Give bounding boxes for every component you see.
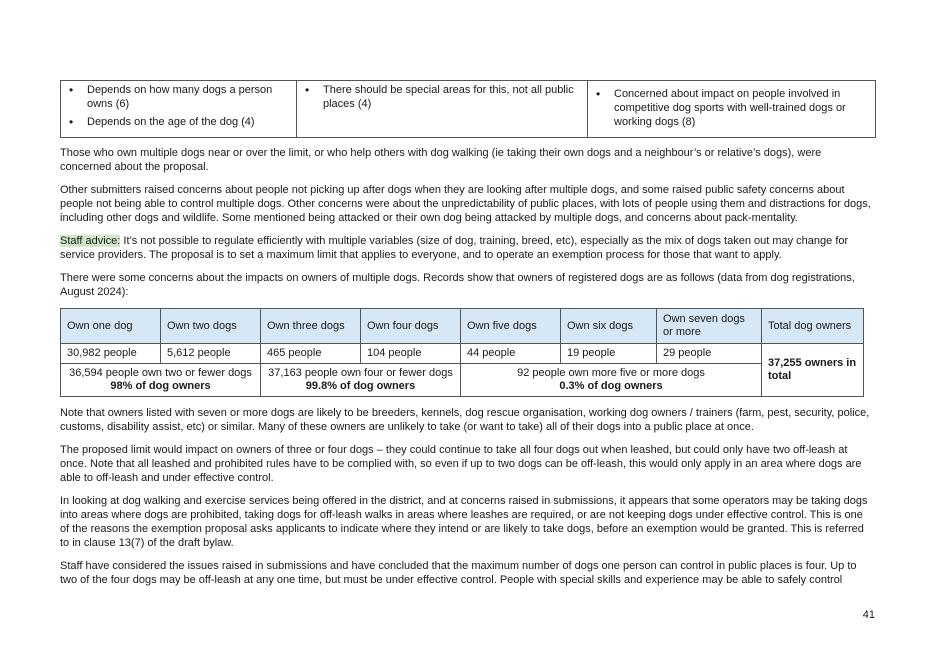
table-cell: 5,612 people: [161, 344, 261, 364]
column-header: Own three dogs: [261, 309, 361, 344]
summary-cell-1: [61, 81, 297, 138]
staff-advice-label: Staff advice:: [60, 235, 121, 247]
summary-text: 92 people own more five or more dogs: [517, 367, 705, 379]
table-cell: 104 people: [361, 344, 461, 364]
table-cell: 19 people: [561, 344, 657, 364]
table-row: [61, 344, 864, 364]
dog-ownership-table: [60, 308, 864, 397]
staff-advice-paragraph: [60, 234, 875, 262]
column-header: Own four dogs: [361, 309, 461, 344]
bullet-item: • Depends on how many dogs a person owns (6): [67, 83, 290, 111]
table-cell: 29 people: [657, 344, 762, 364]
table-cell: 30,982 people: [61, 344, 161, 364]
document-page: [60, 80, 875, 596]
table-cell: 44 people: [461, 344, 561, 364]
summary-group-cell: [261, 364, 461, 397]
column-header: Total dog owners: [762, 309, 864, 344]
bullet-item: • Concerned about impact on people involved in competitive dog sports with well-trained dogs or working dogs (8): [594, 87, 869, 129]
summary-cell-3: [588, 81, 876, 138]
column-header: Own one dog: [61, 309, 161, 344]
paragraph: Staff have considered the issues raised in submissions and have concluded that the maximum number of dogs one person can control in public places is four. Up to two of the four dogs may be off-leash at any one time, but must be under effective control. People with special skills and experience may be able to safely control: [60, 560, 857, 586]
summary-group-cell: [61, 364, 261, 397]
paragraph: In looking at dog walking and exercise services being offered in the district, and at concerns raised in submissions, it appears that some operators may be taking dogs into areas where dogs are prohibited, taking dogs for off-leash walks in areas where leashes are required, or are not keeping dogs under effective control. This is one of the reasons the exemption proposal asks applicants to indicate where they intend or are likely to take dogs, before an exemption would be granted. This is referred to in clause 13(7) of the draft bylaw.: [60, 495, 868, 549]
summary-percent: 98% of dog owners: [110, 380, 211, 392]
paragraph: Note that owners listed with seven or more dogs are likely to be breeders, kennels, dog rescue organisation, working dog owners / trainers (farm, pest, security, police, customs, disability assist, etc) or similar. Many of these owners are unlikely to take (or want to take) all of their dogs into a public place at once.: [60, 407, 870, 433]
summary-group-cell: [461, 364, 762, 397]
paragraph: There were some concerns about the impacts on owners of multiple dogs. Records show that owners of registered dogs are as follows (data from dog registrations, August 2024):: [60, 272, 855, 298]
bullet-item: • There should be special areas for this, not all public places (4): [303, 83, 581, 111]
staff-advice-text: It’s not possible to regulate efficiently with multiple variables (size of dog, training, breed, etc), especially as the mix of dogs taken out may change for service providers. The proposal is to set a maximum limit that applies to everyone, and to operate an exemption process for those that want to apply.: [60, 235, 849, 261]
summary-cell-2: [297, 81, 588, 138]
page-number: 41: [862, 609, 875, 621]
summary-percent: 0.3% of dog owners: [559, 380, 663, 392]
paragraph: Other submitters raised concerns about people not picking up after dogs when they are looking after multiple dogs, and some raised public safety concerns about people not being able to control multiple dogs. Other concerns were about the unpredictability of public places, with lots of people using them and distractions for dogs, including other dogs and wildlife. Some mentioned being attacked or their own dog being attacked by multiple dogs, and concerns about pack-mentality.: [60, 184, 871, 224]
total-owners-cell: 37,255 owners in total: [762, 344, 864, 397]
table-cell: 465 people: [261, 344, 361, 364]
column-header: Own five dogs: [461, 309, 561, 344]
table-header-row: [61, 309, 864, 344]
paragraph: Those who own multiple dogs near or over the limit, or who help others with dog walking (ie taking their own dogs and a neighbour’s or relative’s dogs), were concerned about the proposal.: [60, 147, 822, 173]
column-header: Own two dogs: [161, 309, 261, 344]
column-header: Own six dogs: [561, 309, 657, 344]
summary-text: 37,163 people own four or fewer dogs: [268, 367, 453, 379]
top-summary-table: [60, 80, 876, 138]
column-header: Own seven dogs or more: [657, 309, 762, 344]
paragraph: The proposed limit would impact on owners of three or four dogs – they could continue to take all four dogs out when leashed, but could only have two off-leash at once. Note that all leashed and prohibited rules have to be complied with, so even if up to two dogs can be off-leash, this would only apply in an area where dogs are able to off-leash and under effective control.: [60, 444, 862, 484]
table-summary-row: [61, 364, 864, 397]
summary-text: 36,594 people own two or fewer dogs: [69, 367, 252, 379]
bullet-item: • Depends on the age of the dog (4): [67, 115, 290, 129]
summary-percent: 99.8% of dog owners: [305, 380, 416, 392]
